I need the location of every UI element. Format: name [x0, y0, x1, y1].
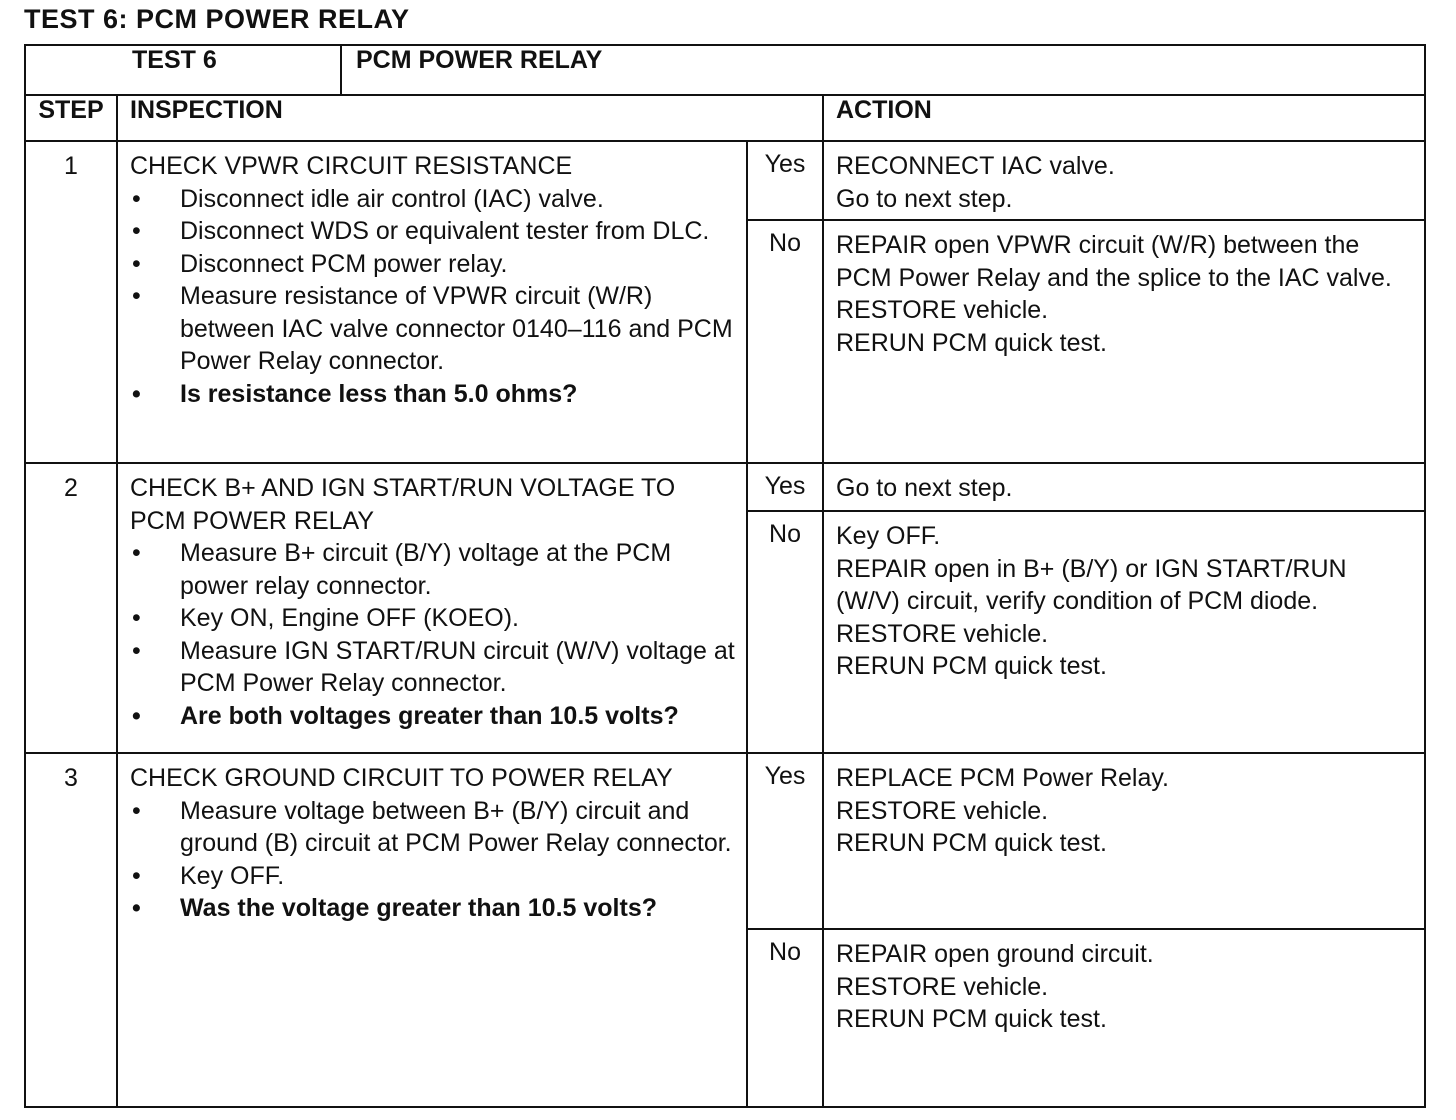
inspection-bullet: • Measure voltage between B+ (B/Y) circuit and ground (B) circuit at PCM Power Relay connector. [130, 795, 736, 860]
action-line: RESTORE vehicle. [836, 296, 1049, 324]
no-label: No [747, 511, 823, 753]
step-inspection [117, 463, 747, 753]
action-line: RESTORE vehicle. [836, 796, 1049, 825]
inspection-bullet: • Disconnect PCM power relay. [130, 248, 736, 281]
action-column-header: ACTION [823, 95, 1425, 141]
yes-label: Yes [747, 753, 823, 929]
action-line: RESTORE vehicle. [836, 619, 1049, 648]
yes-action [823, 463, 1425, 511]
no-label: No [747, 220, 823, 463]
inspection-bullet: • Key ON, Engine OFF (KOEO). [130, 602, 736, 635]
inspection-question: • Was the voltage greater than 10.5 volts? [130, 892, 736, 925]
no-action [823, 220, 1425, 463]
action-line: REPAIR open VPWR circuit (W/R) between the PCM Power Relay and the splice to the IAC valve. [836, 231, 1392, 292]
action-line: RERUN PCM quick test. [836, 652, 1107, 680]
step-number: 1 [25, 141, 117, 463]
inspection-bullet: • Measure B+ circuit (B/Y) voltage at the PCM power relay connector. [130, 537, 736, 602]
step-column-header: STEP [25, 95, 117, 141]
page-title: TEST 6: PCM POWER RELAY [24, 4, 410, 34]
yes-label: Yes [747, 463, 823, 511]
inspection-bullet: • Disconnect WDS or equivalent tester from DLC. [130, 215, 736, 248]
inspection-bullet: • Measure resistance of VPWR circuit (W/R) between IAC valve connector 0140–116 and PCM Power Relay connector. [130, 280, 736, 378]
no-action [823, 511, 1425, 753]
inspection-bullet: • Key OFF. [130, 860, 736, 893]
action-line: REPAIR open in B+ (B/Y) or IGN START/RUN (W/V) circuit, verify condition of PCM diode. [836, 554, 1347, 615]
step-1-yes-row [25, 141, 1425, 220]
step-title: CHECK B+ AND IGN START/RUN VOLTAGE TO PCM POWER RELAY [130, 474, 676, 535]
test-name: PCM POWER RELAY [341, 45, 1425, 95]
action-line: RECONNECT IAC valve. [836, 152, 1115, 180]
action-line: REPAIR open ground circuit. [836, 940, 1154, 968]
yes-label: Yes [747, 141, 823, 220]
step-title: CHECK GROUND CIRCUIT TO POWER RELAY [130, 764, 673, 792]
action-line: RERUN PCM quick test. [836, 328, 1107, 357]
no-action [823, 929, 1425, 1107]
action-line: RERUN PCM quick test. [836, 829, 1107, 857]
action-line: RESTORE vehicle. [836, 972, 1049, 1001]
column-header-row [25, 95, 1425, 141]
step-2-yes-row [25, 463, 1425, 511]
action-line: RERUN PCM quick test. [836, 1005, 1107, 1033]
test-header-row [25, 45, 1425, 95]
test-label: TEST 6 [25, 45, 341, 95]
action-line: Go to next step. [836, 474, 1013, 502]
action-line: Key OFF. [836, 522, 941, 550]
no-label: No [747, 929, 823, 1107]
step-number: 2 [25, 463, 117, 753]
action-line: Go to next step. [836, 184, 1013, 213]
inspection-column-header: INSPECTION [117, 95, 823, 141]
step-inspection [117, 753, 747, 1107]
step-inspection [117, 141, 747, 463]
yes-action [823, 753, 1425, 929]
action-line: REPLACE PCM Power Relay. [836, 764, 1169, 792]
yes-action [823, 141, 1425, 220]
inspection-bullet: • Measure IGN START/RUN circuit (W/V) voltage at PCM Power Relay connector. [130, 635, 736, 700]
step-title: CHECK VPWR CIRCUIT RESISTANCE [130, 152, 573, 180]
procedure-table [24, 44, 1426, 1108]
inspection-bullet: • Disconnect idle air control (IAC) valve. [130, 183, 736, 216]
step-3-yes-row [25, 753, 1425, 929]
inspection-question: • Is resistance less than 5.0 ohms? [130, 378, 736, 411]
step-number: 3 [25, 753, 117, 1107]
inspection-question: • Are both voltages greater than 10.5 volts? [130, 700, 736, 733]
